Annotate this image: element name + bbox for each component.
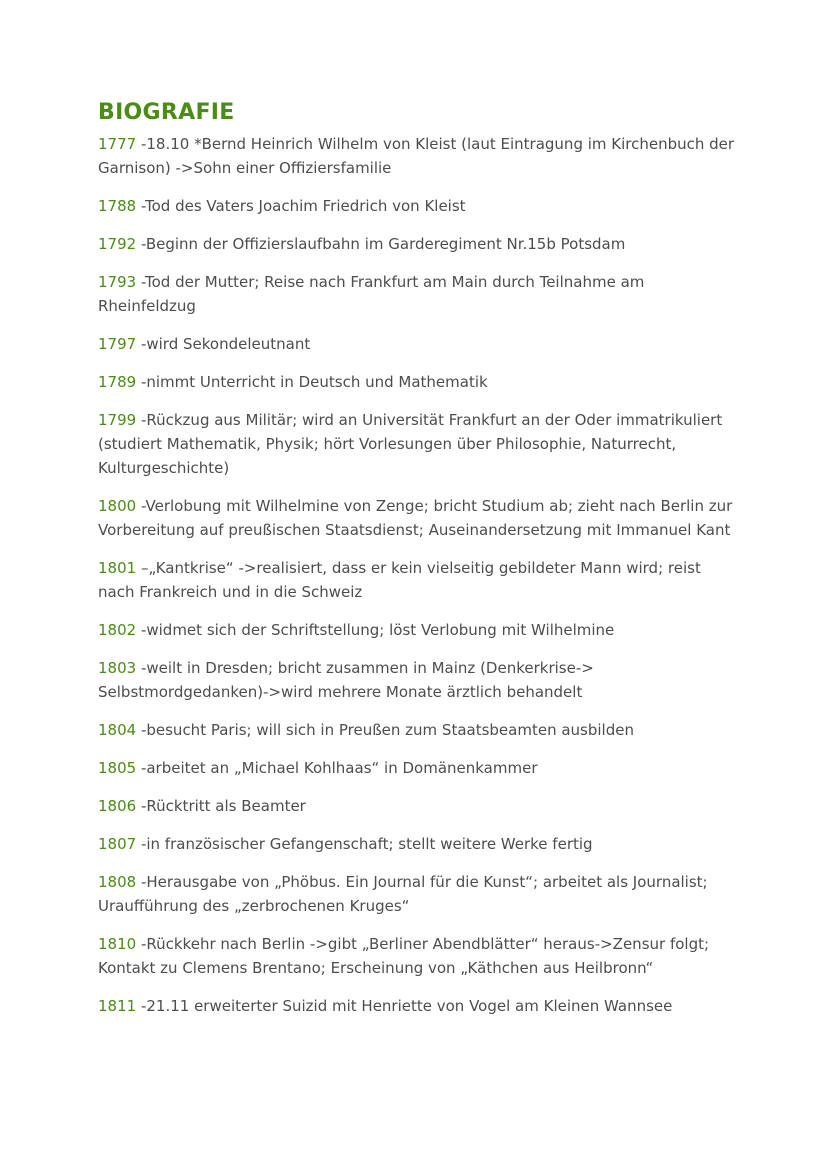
timeline-entry (98, 994, 738, 1018)
entry-year: 1800 (98, 497, 137, 515)
timeline-entry (98, 718, 738, 742)
entry-text: -wird Sekondeleutnant (136, 335, 311, 353)
timeline-entry (98, 656, 738, 704)
timeline-entry (98, 194, 738, 218)
entry-year: 1793 (98, 273, 137, 291)
entry-year: 1804 (98, 721, 137, 739)
timeline-entry (98, 370, 738, 394)
entry-year: 1777 (98, 135, 137, 153)
entry-year: 1808 (98, 873, 137, 891)
entry-text: -Rückzug aus Militär; wird an Universität Frankfurt an der Oder immatrikuliert (studiert Mathematik, Physik; hört Vorlesungen über Philosophie, Naturrecht, Kulturgeschichte) (98, 411, 723, 477)
entry-year: 1811 (98, 997, 137, 1015)
entry-year: 1803 (98, 659, 137, 677)
entry-text: -widmet sich der Schriftstellung; löst Verlobung mit Wilhelmine (136, 621, 615, 639)
page-title: BIOGRAFIE (98, 100, 235, 125)
timeline-entry (98, 756, 738, 780)
entry-year: 1806 (98, 797, 137, 815)
entry-year: 1805 (98, 759, 137, 777)
entry-text: -weilt in Dresden; bricht zusammen in Mainz (Denkerkrise-> Selbstmordgedanken)->wird mehrere Monate ärztlich behandelt (98, 659, 594, 701)
entry-text: -Rücktritt als Beamter (136, 797, 306, 815)
entry-text: -Tod des Vaters Joachim Friedrich von Kleist (136, 197, 466, 215)
entry-year: 1788 (98, 197, 137, 215)
timeline-entry (98, 870, 738, 918)
entry-text: -nimmt Unterricht in Deutsch und Mathematik (136, 373, 488, 391)
entry-text: -Verlobung mit Wilhelmine von Zenge; bricht Studium ab; zieht nach Berlin zur Vorbereitung auf preußischen Staatsdienst; Auseinandersetzung mit Immanuel Kant (98, 497, 733, 539)
timeline-entry (98, 618, 738, 642)
timeline-entry (98, 556, 738, 604)
timeline-entry (98, 270, 738, 318)
timeline-entry (98, 794, 738, 818)
entry-text: -Herausgabe von „Phöbus. Ein Journal für die Kunst“; arbeitet als Journalist; Uraufführung des „zerbrochenen Kruges“ (98, 873, 708, 915)
document-page (98, 98, 738, 1032)
entry-text: -Rückkehr nach Berlin ->gibt „Berliner Abendblätter“ heraus->Zensur folgt; Kontakt zu Clemens Brentano; Erscheinung von „Käthchen aus Heilbronn“ (98, 935, 710, 977)
entry-text: -21.11 erweiterter Suizid mit Henriette von Vogel am Kleinen Wannsee (136, 997, 673, 1015)
entry-year: 1799 (98, 411, 137, 429)
timeline-entry (98, 332, 738, 356)
entry-text: -18.10 *Bernd Heinrich Wilhelm von Kleist (laut Eintragung im Kirchenbuch der Garnison) ->Sohn einer Offiziersfamilie (98, 135, 735, 177)
timeline-entry (98, 494, 738, 542)
entry-year: 1807 (98, 835, 137, 853)
timeline-entry (98, 132, 738, 180)
timeline-entry (98, 408, 738, 480)
entry-year: 1789 (98, 373, 137, 391)
entry-year: 1797 (98, 335, 137, 353)
entry-text: -in französischer Gefangenschaft; stellt weitere Werke fertig (136, 835, 593, 853)
entry-year: 1810 (98, 935, 137, 953)
timeline-entry (98, 232, 738, 256)
timeline-entry (98, 832, 738, 856)
entry-text: -arbeitet an „Michael Kohlhaas“ in Domänenkammer (136, 759, 538, 777)
entry-text: –„Kantkrise“ ->realisiert, dass er kein vielseitig gebildeter Mann wird; reist nach Frankreich und in die Schweiz (98, 559, 701, 601)
timeline-entry (98, 932, 738, 980)
entry-year: 1801 (98, 559, 137, 577)
entry-text: -Tod der Mutter; Reise nach Frankfurt am Main durch Teilnahme am Rheinfeldzug (98, 273, 645, 315)
entry-text: -besucht Paris; will sich in Preußen zum Staatsbeamten ausbilden (136, 721, 634, 739)
entry-text: -Beginn der Offizierslaufbahn im Garderegiment Nr.15b Potsdam (136, 235, 626, 253)
entry-year: 1802 (98, 621, 137, 639)
entry-year: 1792 (98, 235, 137, 253)
